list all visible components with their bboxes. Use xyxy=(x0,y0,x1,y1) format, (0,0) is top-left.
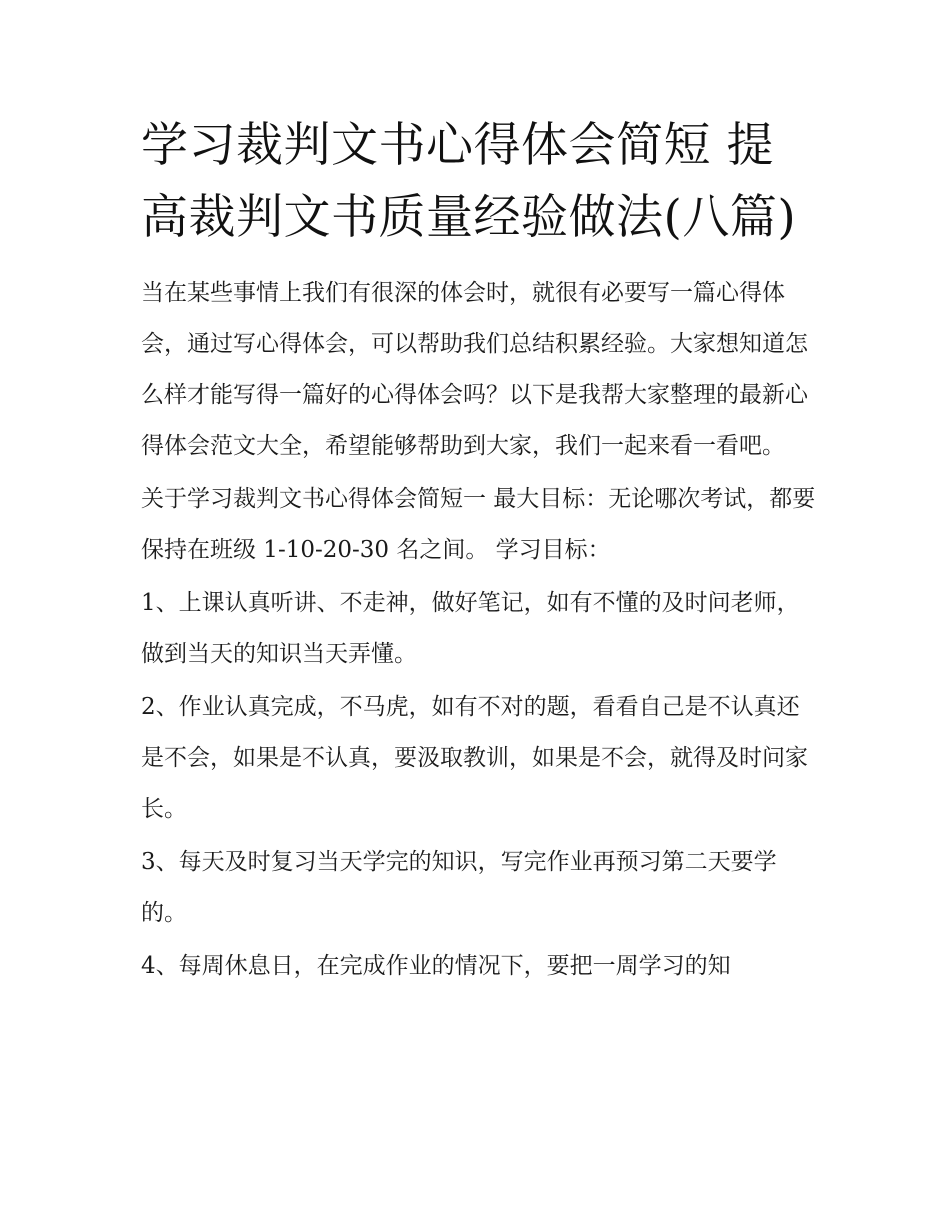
list-item-1: 1、上课认真听讲、不走神，做好笔记，如有不懂的及时问老师，做到当天的知识当天弄懂。 xyxy=(141,590,800,667)
intro-paragraph: 当在某些事情上我们有很深的体会时，就很有必要写一篇心得体会，通过写心得体会，可以帮助我们总结积累经验。大家想知道怎么样才能写得一篇好的心得体会吗？以下是我帮大家整理的最新心得体会范文大全，希望能够帮助到大家，我们一起来看一看吧。 xyxy=(141,280,808,459)
section-one-paragraph: 关于学习裁判文书心得体会简短一 最大目标：无论哪次考试，都要保持在班级 1-10-20-30 名之间。 学习目标： xyxy=(141,486,816,563)
list-item-4: 4、每周休息日，在完成作业的情况下，要把一周学习的知 xyxy=(141,953,731,979)
list-item-2: 2、作业认真完成，不马虎，如有不对的题，看看自己是不认真还是不会，如果是不认真，要汲取教训，如果是不会，就得及时问家长。 xyxy=(141,694,808,822)
list-item-3: 3、每天及时复习当天学完的知识，写完作业再预习第二天要学的。 xyxy=(141,849,777,926)
document-page xyxy=(141,110,821,994)
document-title: 学习裁判文书心得体会简短 提高裁判文书质量经验做法(八篇) xyxy=(141,118,797,245)
